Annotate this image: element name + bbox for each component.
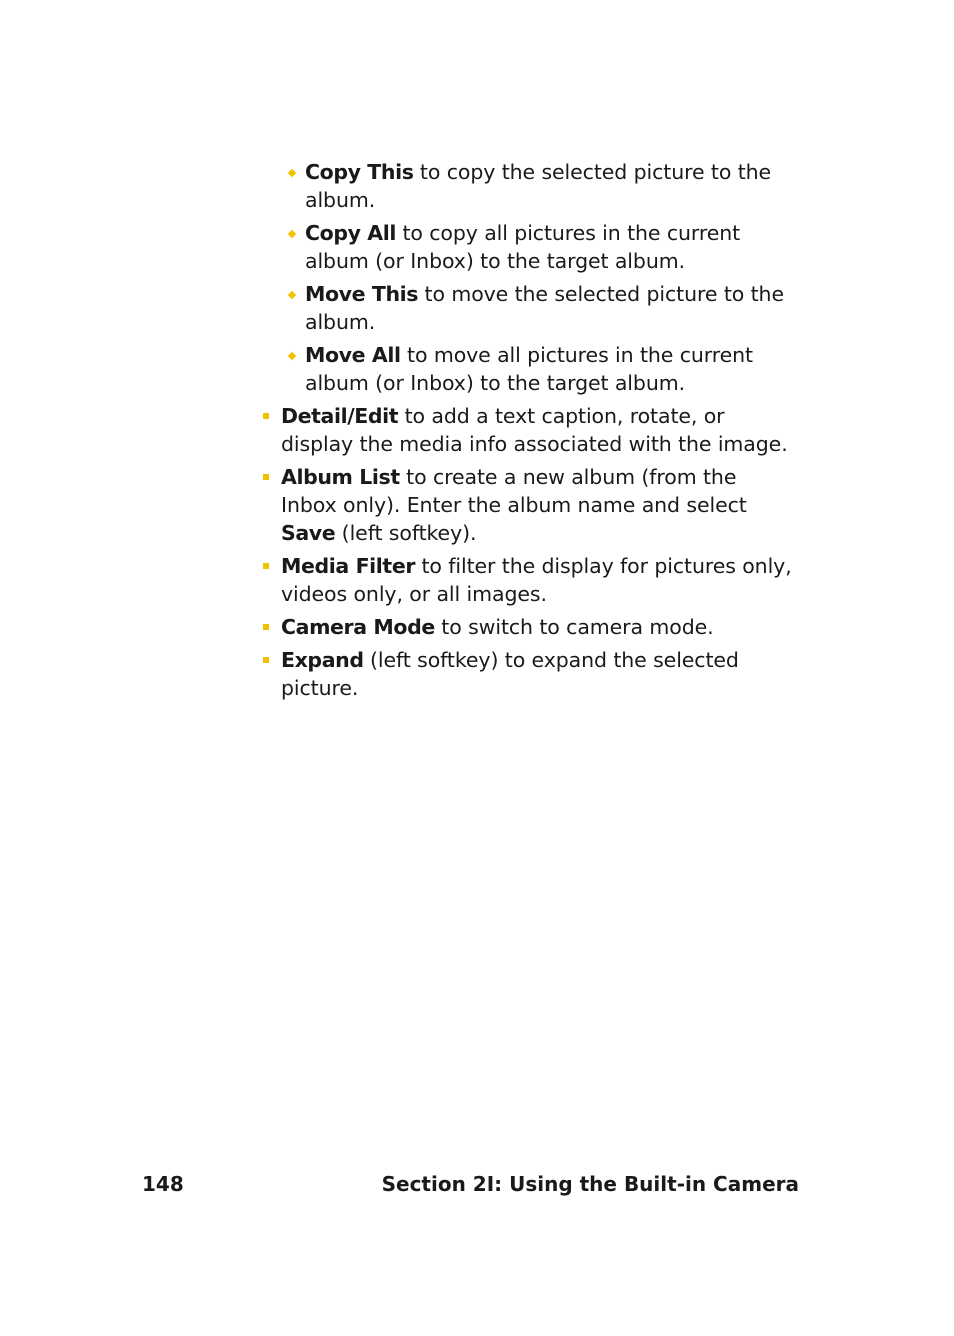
square-bullet-icon: [263, 474, 269, 480]
section-title: Section 2I: Using the Built-in Camera: [381, 1172, 799, 1196]
option-term: Copy All: [305, 221, 397, 245]
diamond-bullet-icon: [288, 230, 296, 238]
option-description: to move all pictures in the current album (or Inbox) to the target album.: [305, 343, 753, 395]
square-bullet-icon: [263, 563, 269, 569]
option-term: Camera Mode: [281, 615, 435, 639]
save-term: Save: [281, 521, 336, 545]
square-bullet-icon: [263, 624, 269, 630]
option-term: Move This: [305, 282, 419, 306]
square-bullet-icon: [263, 657, 269, 663]
page-number: 148: [142, 1172, 184, 1196]
option-description: to create a new album (from the Inbox only). Enter the album name and select: [281, 465, 747, 517]
diamond-bullet-icon: [288, 352, 296, 360]
option-description: to switch to camera mode.: [434, 615, 714, 639]
option-description: to move the selected picture to the album.: [305, 282, 784, 334]
option-description: to filter the display for pictures only, videos only, or all images.: [281, 554, 792, 606]
option-description: to copy the selected picture to the album.: [305, 160, 772, 212]
option-term: Copy This: [305, 160, 414, 184]
square-bullet-icon: [263, 413, 269, 419]
option-description: to copy all pictures in the current album (or Inbox) to the target album.: [305, 221, 741, 273]
list-item: [258, 402, 798, 458]
list-item: [258, 613, 798, 641]
list-item: [258, 646, 798, 702]
option-term: Album List: [281, 465, 400, 489]
page-content: [258, 158, 798, 707]
option-description-end: (left softkey).: [335, 521, 477, 545]
list-item: [282, 219, 798, 275]
diamond-bullet-icon: [288, 291, 296, 299]
list-item: [258, 463, 798, 547]
list-item: [258, 552, 798, 608]
option-description: (left softkey) to expand the selected picture.: [281, 648, 739, 700]
list-item: [282, 280, 798, 336]
option-term: Expand: [281, 648, 364, 672]
option-term: Detail/Edit: [281, 404, 399, 428]
list-item: [282, 341, 798, 397]
sub-option-list: [282, 158, 798, 397]
option-term: Move All: [305, 343, 401, 367]
option-term: Media Filter: [281, 554, 416, 578]
option-list: [258, 402, 798, 702]
list-item: [282, 158, 798, 214]
option-description: to add a text caption, rotate, or display the media info associated with the image.: [281, 404, 788, 456]
diamond-bullet-icon: [288, 169, 296, 177]
